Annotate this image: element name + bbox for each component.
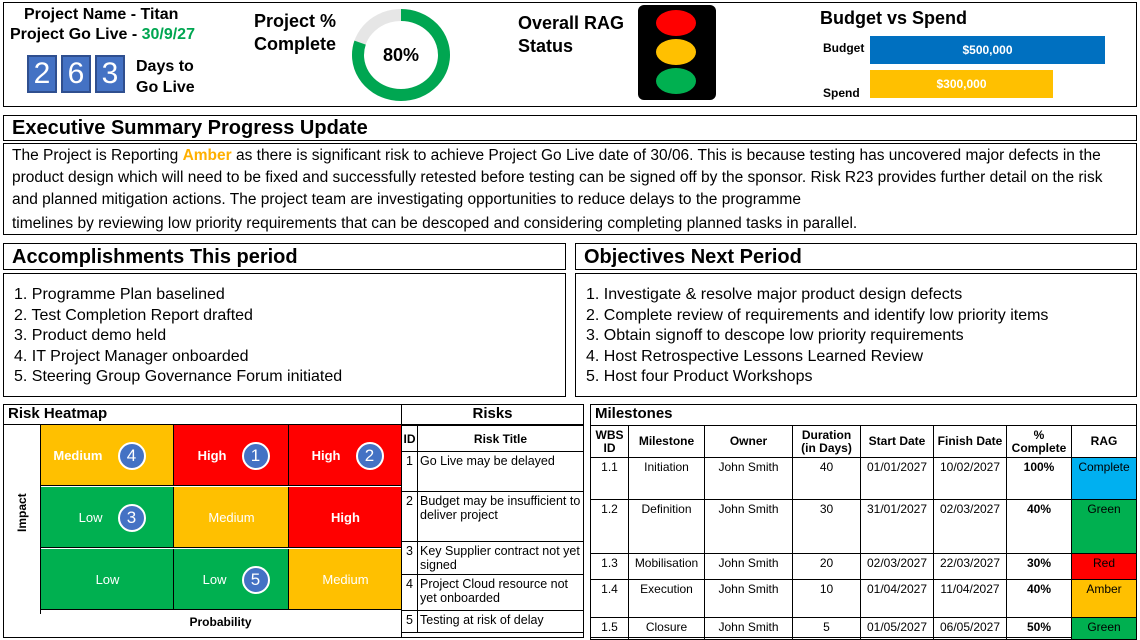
- ms-wbs: 1.4: [591, 580, 629, 618]
- days-label-line1: Days to: [136, 58, 194, 75]
- traffic-light-amber-lamp: [656, 39, 696, 65]
- heatmap-cell-label: Medium: [208, 509, 255, 525]
- overall-rag-label: [518, 12, 624, 58]
- list-item: 3. Product demo held: [14, 327, 167, 344]
- risk-title: Go Live may be delayed: [418, 452, 584, 492]
- list-item: 2. Test Completion Report drafted: [14, 306, 253, 324]
- risk-id: 1: [402, 452, 418, 492]
- risks-col-title: Risk Title: [418, 426, 584, 452]
- spend-label: Spend: [823, 86, 860, 100]
- ms-wbs: 1.1: [591, 458, 629, 500]
- heatmap-cell-label: High: [197, 447, 227, 463]
- ms-finish: 10/02/2027: [934, 458, 1007, 500]
- heatmap-impact-label: Impact: [15, 493, 29, 532]
- risk-id: 4: [402, 575, 418, 611]
- risk-badge: 4: [118, 442, 146, 470]
- pct-label-line2: Complete: [254, 34, 337, 54]
- table-row: [591, 618, 1137, 640]
- risk-badge: 2: [356, 442, 384, 470]
- summary-amber-word: Amber: [182, 147, 232, 164]
- ms-wbs: 1.2: [591, 500, 629, 554]
- budget-bar: $500,000: [870, 36, 1105, 64]
- ms-col-milestone: Milestone: [629, 426, 705, 458]
- ms-duration: 30: [793, 500, 861, 554]
- days-digit-2: 6: [61, 55, 91, 93]
- heatmap-cell: [289, 425, 402, 486]
- heatmap-cell: [41, 549, 174, 610]
- heatmap-cell-label: High: [311, 447, 341, 463]
- days-digit-3: 3: [95, 55, 125, 93]
- go-live-label: Project Go Live -: [10, 26, 142, 43]
- ms-start: 01/01/2027: [861, 458, 934, 500]
- ms-owner: John Smith: [705, 458, 793, 500]
- ms-milestone: Mobilisation: [629, 554, 705, 580]
- ms-owner: John Smith: [705, 554, 793, 580]
- ms-wbs: 1.5: [591, 618, 629, 640]
- accomplishments-title: Accomplishments This period: [12, 246, 298, 268]
- milestones-panel: [590, 404, 1137, 638]
- ms-rag: Green: [1072, 618, 1137, 640]
- list-item: 1. Programme Plan baselined: [14, 286, 225, 303]
- heatmap-cell: [41, 487, 174, 548]
- ms-pct: 50%: [1007, 618, 1072, 640]
- ms-rag: Red: [1072, 554, 1137, 580]
- risk-heatmap-title: Risk Heatmap: [8, 405, 108, 422]
- list-item: 4. Host Retrospective Lessons Learned Review: [586, 347, 924, 365]
- risk-id: 2: [402, 492, 418, 542]
- risk-badge: 3: [118, 504, 146, 532]
- ms-rag: Amber: [1072, 580, 1137, 618]
- risk-title: Testing at risk of delay: [418, 611, 584, 633]
- heatmap-cell: [41, 425, 174, 486]
- risks-col-id: ID: [402, 426, 418, 452]
- table-row: [591, 458, 1137, 500]
- risk-title: Project Cloud resource not yet onboarded: [418, 575, 584, 611]
- days-label-line2: Go Live: [136, 79, 195, 96]
- risk-badge: 1: [242, 442, 270, 470]
- ms-milestone: Initiation: [629, 458, 705, 500]
- ms-owner: John Smith: [705, 500, 793, 554]
- ms-col-pct: % Complete: [1007, 426, 1072, 458]
- ms-col-wbs: WBS ID: [591, 426, 629, 458]
- executive-summary-title-box: [3, 115, 1137, 141]
- heatmap-grid: [40, 425, 401, 614]
- milestones-title: Milestones: [595, 405, 673, 422]
- table-row: [402, 611, 584, 633]
- risk-title: Key Supplier contract not yet signed: [418, 542, 584, 575]
- go-live-date: 30/9/27: [141, 26, 195, 43]
- rag-label-line2: Status: [518, 36, 574, 56]
- risks-panel: [401, 404, 584, 638]
- ms-col-duration: Duration (in Days): [793, 426, 861, 458]
- list-item: 5. Steering Group Governance Forum initiated: [14, 368, 343, 385]
- risk-badge: 5: [242, 566, 270, 594]
- ms-start: 01/05/2027: [861, 618, 934, 640]
- ms-finish: 22/03/2027: [934, 554, 1007, 580]
- list-item: 4. IT Project Manager onboarded: [14, 347, 249, 365]
- objectives-list: [576, 274, 1136, 399]
- heatmap-cell-label: Medium: [53, 447, 103, 463]
- summary-text-post-1: as there is significant risk to achieve Project Go Live date of 30/06. This is because testing has uncovered major defects in the product design which will need to be fixed and successfully retested before testing can be signed off by the sponsor. Risk R23 provides further detail on the risk and planned mitigation actions. The project team are investigating opportunities to reduce delays to the programme: [12, 147, 1103, 208]
- ms-rag: Green: [1072, 500, 1137, 554]
- accomplishments-body: [3, 273, 566, 397]
- executive-summary-text: [4, 144, 1136, 236]
- accomplishments-title-box: [3, 243, 566, 270]
- heatmap-cell-label: Medium: [322, 571, 369, 587]
- risk-id: 5: [402, 611, 418, 633]
- ms-start: 01/04/2027: [861, 580, 934, 618]
- ms-pct: 40%: [1007, 580, 1072, 618]
- heatmap-cell-label: High: [331, 509, 360, 525]
- table-row: [591, 580, 1137, 618]
- budget-vs-spend-title: Budget vs Spend: [820, 8, 968, 28]
- ms-duration: 20: [793, 554, 861, 580]
- ms-milestone: Closure: [629, 618, 705, 640]
- table-row: [402, 452, 584, 492]
- table-row: [402, 542, 584, 575]
- ms-pct: 100%: [1007, 458, 1072, 500]
- executive-summary-title: Executive Summary Progress Update: [12, 117, 368, 139]
- table-row: [402, 492, 584, 542]
- ms-start: 02/03/2027: [861, 554, 934, 580]
- spend-bar: $300,000: [870, 70, 1053, 98]
- list-item: 1. Investigate & resolve major product design defects: [586, 286, 963, 303]
- ms-finish: 11/04/2027: [934, 580, 1007, 618]
- ms-finish: 06/05/2027: [934, 618, 1007, 640]
- days-digit-1: 2: [27, 55, 57, 93]
- ms-pct: 40%: [1007, 500, 1072, 554]
- ms-milestone: Definition: [629, 500, 705, 554]
- project-percent-label: [254, 10, 336, 56]
- traffic-light-green-lamp: [656, 68, 696, 94]
- accomplishments-list: [4, 274, 565, 399]
- milestones-table: [590, 425, 1137, 640]
- ms-duration: 40: [793, 458, 861, 500]
- heatmap-probability-label: Probability: [189, 615, 252, 629]
- ms-col-finish: Finish Date: [934, 426, 1007, 458]
- ms-owner: John Smith: [705, 618, 793, 640]
- budget-label: Budget: [823, 41, 865, 55]
- days-to-go-live-label: [136, 56, 195, 98]
- ms-wbs: 1.3: [591, 554, 629, 580]
- summary-text-pre: The Project is Reporting: [12, 147, 183, 164]
- heatmap-cell-label: Low: [78, 509, 103, 525]
- rag-label-line1: Overall RAG: [518, 13, 625, 33]
- list-item: 3. Obtain signoff to descope low priority requirements: [586, 327, 964, 344]
- risk-title: Budget may be insufficient to deliver project: [418, 492, 584, 542]
- heatmap-cell-label: Low: [95, 571, 120, 587]
- table-row: [591, 554, 1137, 580]
- objectives-body: [575, 273, 1137, 397]
- project-name: Project Name - Titan: [24, 6, 179, 23]
- executive-summary-body: [3, 143, 1137, 235]
- heatmap-cell-label: Low: [202, 571, 227, 587]
- heatmap-cell: [289, 487, 402, 548]
- table-row: [591, 500, 1137, 554]
- ms-milestone: Execution: [629, 580, 705, 618]
- ms-col-owner: Owner: [705, 426, 793, 458]
- ms-duration: 5: [793, 618, 861, 640]
- traffic-light-icon: [638, 5, 716, 100]
- ms-rag: Complete: [1072, 458, 1137, 500]
- list-item: 5. Host four Product Workshops: [586, 368, 813, 385]
- pct-label-line1: Project %: [254, 11, 337, 31]
- heatmap-cell: [174, 549, 289, 610]
- objectives-title-box: [575, 243, 1137, 270]
- list-item: 2. Complete review of requirements and identify low priority items: [586, 306, 1049, 324]
- project-go-live: [10, 26, 195, 44]
- traffic-light-red-lamp: [656, 10, 696, 36]
- ms-col-rag: RAG: [1072, 426, 1137, 458]
- risks-title: Risks: [402, 405, 583, 425]
- summary-text-post-2: timelines by reviewing low priority requirements that can be descoped and considering completing planned tasks in parallel.: [12, 215, 858, 232]
- heatmap-cell: [174, 487, 289, 548]
- heatmap-cell: [289, 549, 402, 610]
- table-row: [402, 575, 584, 611]
- ms-col-start: Start Date: [861, 426, 934, 458]
- ms-duration: 10: [793, 580, 861, 618]
- risk-id: 3: [402, 542, 418, 575]
- heatmap-cell: [174, 425, 289, 486]
- objectives-title: Objectives Next Period: [584, 246, 802, 268]
- ms-pct: 30%: [1007, 554, 1072, 580]
- percent-complete-value: 80%: [382, 45, 420, 65]
- risks-table: [401, 425, 584, 633]
- ms-owner: John Smith: [705, 580, 793, 618]
- ms-start: 31/01/2027: [861, 500, 934, 554]
- percent-complete-donut: [348, 6, 454, 104]
- ms-finish: 02/03/2027: [934, 500, 1007, 554]
